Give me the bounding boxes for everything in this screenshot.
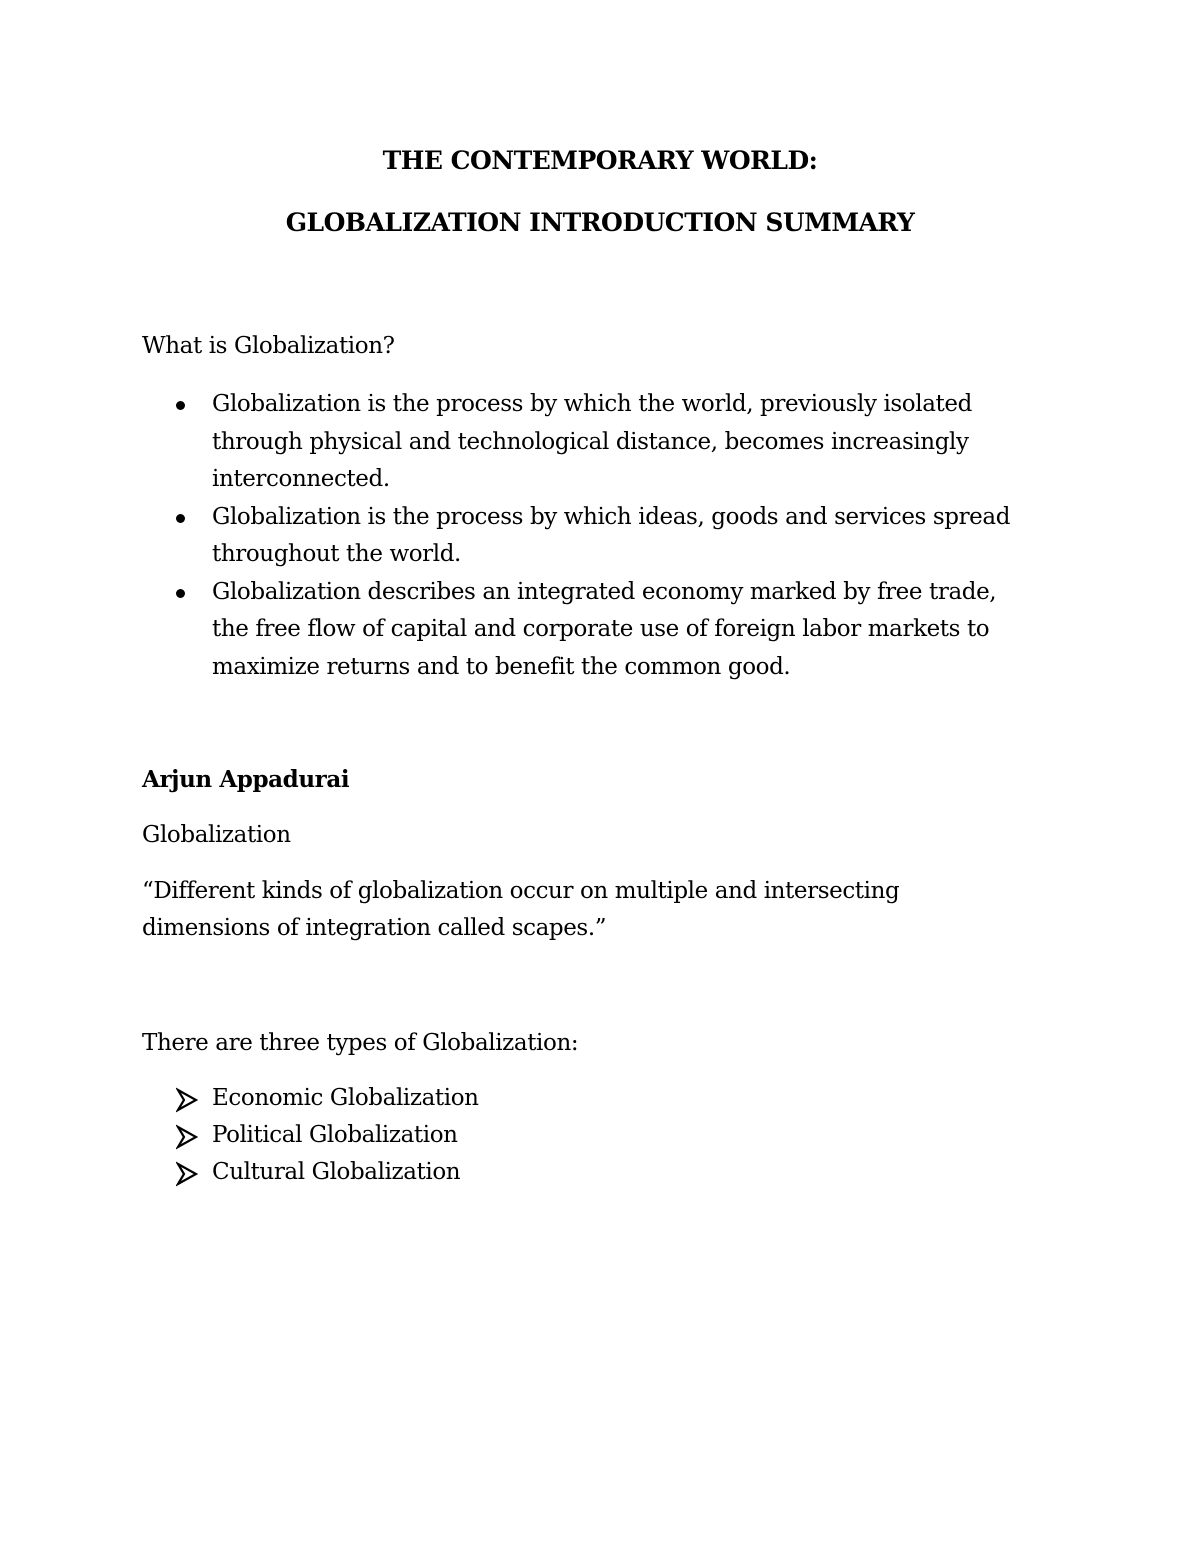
- definitions-list: [0, 386, 1011, 686]
- type-label: Cultural Globalization: [212, 1159, 461, 1185]
- section-question: What is Globalization?: [142, 333, 395, 359]
- bullet-dot-icon: [176, 401, 185, 410]
- definition-line: Globalization is the process by which ideas, goods and services spread: [212, 503, 1011, 530]
- list-item: [0, 386, 972, 499]
- list-item: [0, 499, 1011, 574]
- definition-line: through physical and technological distance, becomes increasingly: [212, 428, 969, 455]
- definition-line: Globalization describes an integrated economy marked by free trade,: [212, 578, 997, 605]
- bullet-dot-icon: [176, 589, 185, 598]
- type-label: Political Globalization: [212, 1122, 458, 1148]
- document-title-line-2: GLOBALIZATION INTRODUCTION SUMMARY: [285, 208, 915, 237]
- document-title-line-1: THE CONTEMPORARY WORLD:: [382, 146, 818, 175]
- bullet-dot-icon: [176, 514, 185, 523]
- subheading: Globalization: [142, 822, 291, 848]
- definition-line: Globalization is the process by which the world, previously isolated: [212, 391, 972, 417]
- list-item: [0, 574, 997, 687]
- arrowhead-icon: [176, 1087, 198, 1113]
- author-name: Arjun Appadurai: [142, 766, 350, 793]
- types-intro: There are three types of Globalization:: [142, 1030, 579, 1056]
- type-label: Economic Globalization: [212, 1085, 479, 1111]
- definition-line: throughout the world.: [212, 541, 461, 567]
- definition-line: interconnected.: [212, 466, 390, 492]
- arrowhead-icon: [176, 1161, 198, 1187]
- arrowhead-icon: [176, 1124, 198, 1150]
- quote-line-2: dimensions of integration called scapes.”: [142, 915, 607, 941]
- quote-line-1: “Different kinds of globalization occur on multiple and intersecting: [142, 878, 900, 904]
- definition-line: the free flow of capital and corporate use of foreign labor markets to: [212, 616, 990, 642]
- definition-line: maximize returns and to benefit the common good.: [212, 653, 791, 680]
